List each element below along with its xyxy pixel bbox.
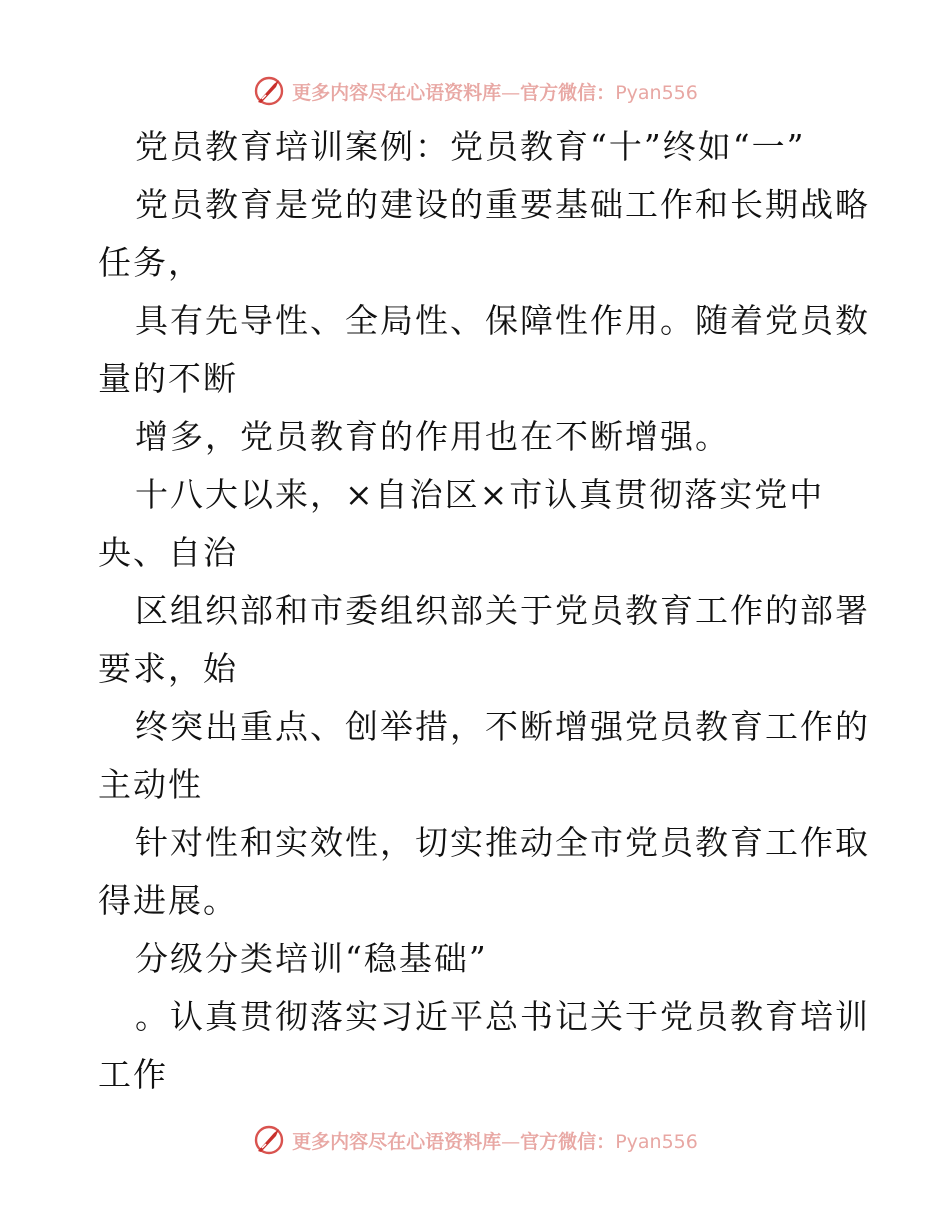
document-line: 得进展。 [98,881,238,920]
watermark-wechat-id: Pyan556 [615,81,698,104]
document-line: 党员教育是党的建设的重要基础工作和长期战略 [135,185,870,224]
document-line: 工作 [98,1055,168,1094]
document-line: 针对性和实效性，切实推动全市党员教育工作取 [135,823,870,862]
document-line: 分级分类培训“稳基础” [135,939,488,978]
document-line: 。认真贯彻落实习近平总书记关于党员教育培训 [135,997,870,1036]
quill-pen-logo-icon [252,74,286,108]
document-body [98,118,870,1104]
watermark-wechat-label: 官方微信： [520,1130,616,1153]
document-line: 要求，始 [98,649,238,688]
header-watermark-banner [0,71,950,111]
watermark-text [292,1127,698,1154]
watermark-wechat-label: 官方微信： [520,81,616,104]
document-line: 区组织部和市委组织部关于党员教育工作的部署 [135,591,870,630]
document-line: 党员教育培训案例：党员教育“十”终如“一” [135,127,806,166]
watermark-text [292,78,698,105]
document-line: 任务， [98,243,203,282]
watermark-wechat-id: Pyan556 [615,1130,698,1153]
watermark-separator: — [501,1130,521,1153]
document-line: 主动性 [98,765,203,804]
watermark-site-name: 更多内容尽在心语资料库 [292,1130,502,1153]
document-line: 具有先导性、全局性、保障性作用。随着党员数 [135,301,870,340]
quill-pen-logo-icon [252,1123,286,1157]
document-line: 终突出重点、创举措，不断增强党员教育工作的 [135,707,870,746]
footer-watermark-banner [0,1120,950,1160]
document-line: 十八大以来，×自治区×市认真贯彻落实党中 [135,475,825,514]
document-line: 增多，党员教育的作用也在不断增强。 [135,417,730,456]
watermark-site-name: 更多内容尽在心语资料库 [292,81,502,104]
watermark-separator: — [501,81,521,104]
document-line: 央、自治 [98,533,238,572]
document-line: 量的不断 [98,359,238,398]
